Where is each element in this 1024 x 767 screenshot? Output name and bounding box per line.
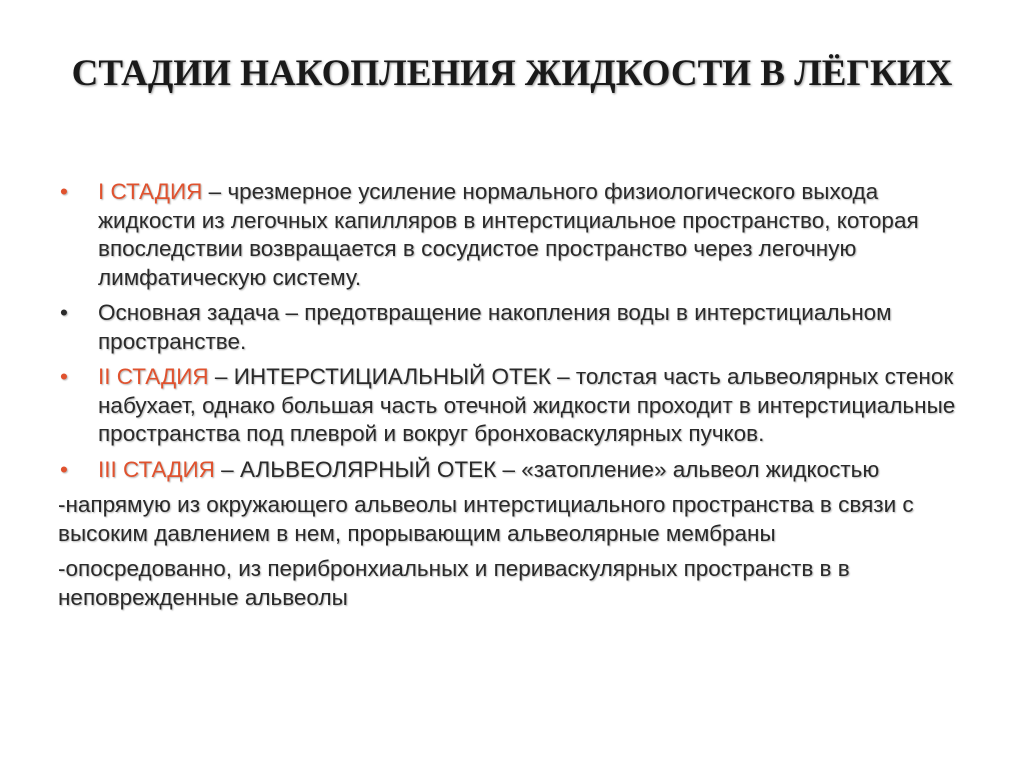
list-item-stage-1 bbox=[58, 178, 978, 292]
item-text: – чрезмерное усиление нормального физиологического выхода жидкости из легочных капилляров в интерстициальное пространство, которая впоследствии возвращается в сосудистое пространство через легочную лимфатическую систему. bbox=[98, 179, 919, 290]
bullet-icon: • bbox=[60, 364, 68, 389]
stage-label: III СТАДИЯ bbox=[98, 456, 215, 482]
bullet-icon: • bbox=[60, 179, 68, 204]
paragraph-indirect: -опосредованно, из перибронхиальных и периваскулярных пространств в в неповрежденные альвеолы bbox=[58, 556, 850, 610]
item-text: Основная задача – предотвращение накопления воды в интерстициальном пространстве. bbox=[98, 300, 892, 354]
item-text: – ИНТЕРСТИЦИАЛЬНЫЙ ОТЕК – толстая часть альвеолярных стенок набухает, однако большая часть отечной жидкости проходит в интерстициальные пространства под плеврой и вокруг бронховаскулярных пучков. bbox=[98, 364, 956, 446]
paragraph-direct: -напрямую из окружающего альвеолы интерстициального пространства в связи с высоким давлением в нем, прорывающим альвеолярные мембраны bbox=[58, 492, 914, 546]
bullet-icon: • bbox=[60, 300, 68, 325]
slide-body bbox=[58, 178, 978, 619]
list-item-stage-3 bbox=[58, 456, 978, 485]
list-item-stage-2 bbox=[58, 363, 978, 449]
slide-title: СТАДИИ НАКОПЛЕНИЯ ЖИДКОСТИ В ЛЁГКИХ bbox=[71, 53, 953, 94]
stage-label: I СТАДИЯ bbox=[98, 179, 203, 204]
item-text: – АЛЬВЕОЛЯРНЫЙ ОТЕК – «затопление» альвеол жидкостью bbox=[214, 456, 880, 482]
bullet-icon: • bbox=[60, 456, 68, 482]
stage-label: II СТАДИЯ bbox=[98, 364, 209, 389]
list-item-main-task bbox=[58, 299, 978, 356]
